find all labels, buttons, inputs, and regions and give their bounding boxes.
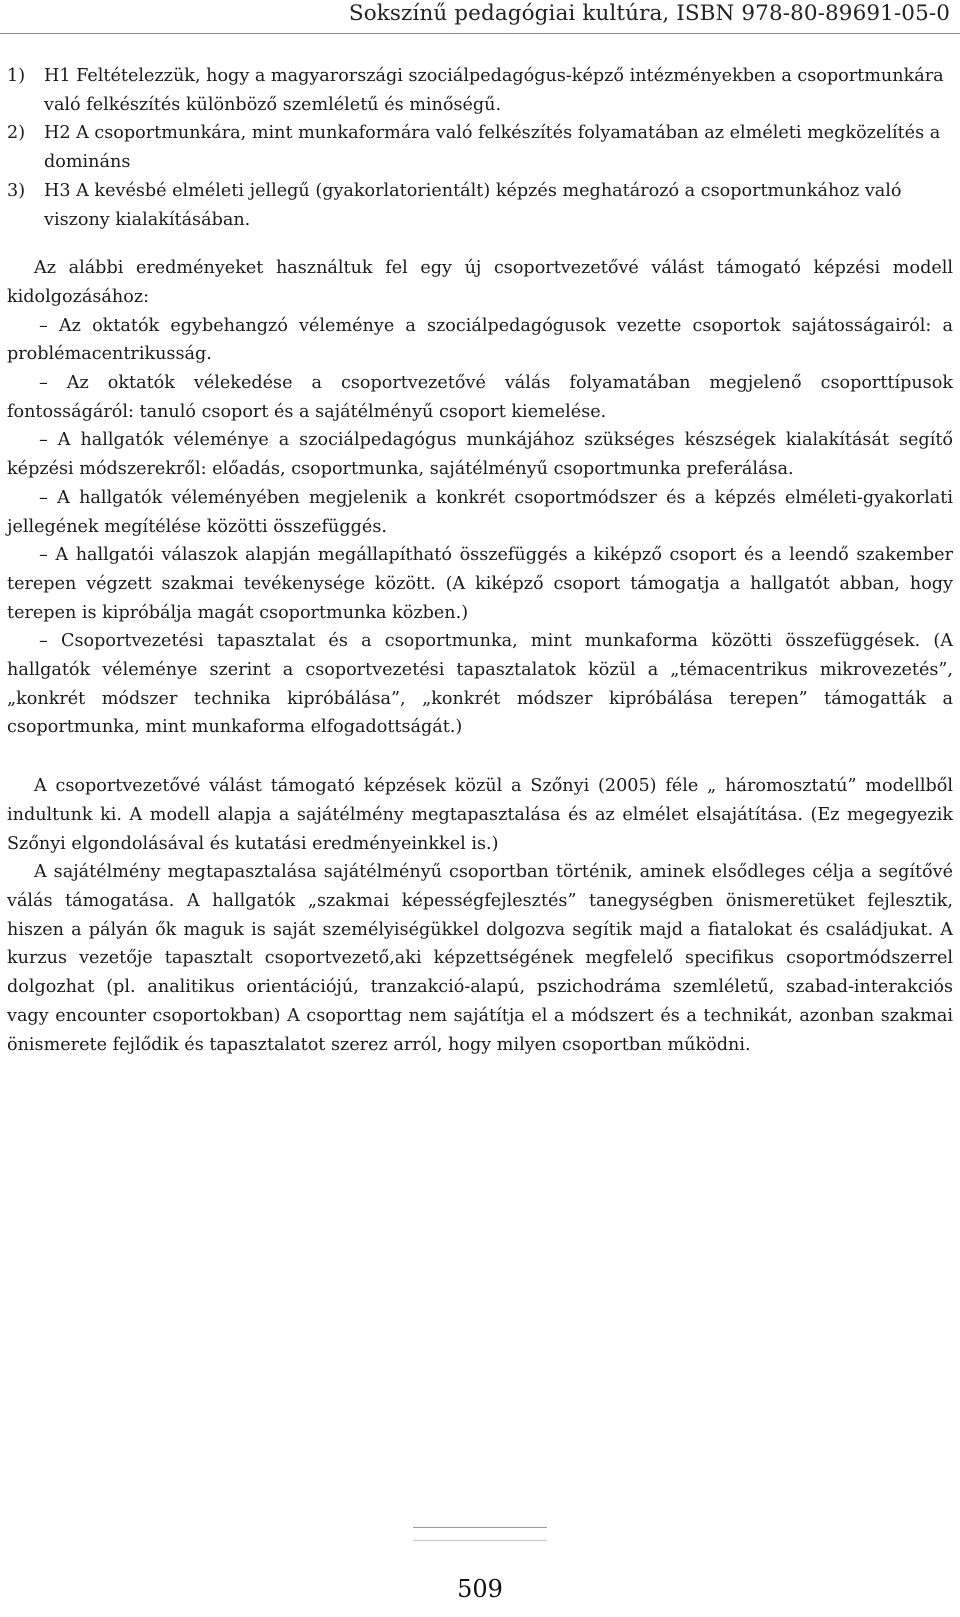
finding-item: – A hallgatók véleményében megjelenik a konkrét csoportmódszer és a képzés elméleti-gyakorlati jellegének megítélése közötti összefüggés. xyxy=(7,487,953,537)
finding-item: – Az oktatók egybehangzó véleménye a szociálpedagógusok vezette csoportok sajátosságairól: a problémacentrikusság. xyxy=(7,315,953,365)
hypothesis-number: 3) xyxy=(7,180,26,201)
page-body xyxy=(7,62,953,1059)
page-number: 509 xyxy=(457,1575,503,1603)
body-paragraph: A sajátélmény megtapasztalása sajátélményű csoportban történik, aminek elsődleges célja a segítővé válás támogatása. A hallgatók „szakmai képességfejlesztés” tanegységben önismeretüket fejlesztik, hiszen a pályán ők maguk is saját személyiségükkel dolgozva segítik majd a fiatalokat és családjukat. A kurzus vezetője tapasztalt csoportvezető,aki képzettségének megfelelő specifikus csoportmódszerrel dolgozhat (pl. analitikus orientációjú, tranzakció-alapú, pszichodráma szemléletű, szabad-interakciós vagy encounter csoportokban) A csoporttag nem sajátítja el a módszert és a technikát, azonban szakmai önismerete fejlődik és tapasztalatot szerez arról, hogy milyen csoportban működni. xyxy=(7,862,953,1055)
footer-divider xyxy=(413,1527,547,1528)
body-paragraph: A csoportvezetővé válást támogató képzések közül a Szőnyi (2005) féle „ háromosztatú” modellből indultunk ki. A modell alapja a sajátélmény megtapasztalása és az elmélet elsajátítása. (Ez megegyezik Szőnyi elgondolásával és kutatási eredményeinkkel is.) xyxy=(7,776,953,854)
intro-paragraph: Az alábbi eredményeket használtuk fel egy új csoportvezetővé válást támogató képzési modell kidolgozásához: xyxy=(7,258,953,307)
finding-item: – A hallgatói válaszok alapján megállapítható összefüggés a kiképző csoport és a leendő szakember terepen végzett szakmai tevékenysége között. (A kiképző csoport támogatja a hallgatót abban, hogy terepen is kipróbálja magát csoportmunka közben.) xyxy=(7,545,953,623)
hypothesis-item xyxy=(7,177,953,234)
hypothesis-text: H2 A csoportmunkára, mint munkaformára való felkészítés folyamatában az elméleti megközelítés a domináns xyxy=(44,123,941,173)
finding-item: – Csoportvezetési tapasztalat és a csoportmunka, mint munkaforma közötti összefüggések. (A hallgatók véleménye szerint a csoportvezetési tapasztalatok közül a „témacentrikus mikrovezetés”, „konkrét módszer technika kipróbálása”, „konkrét módszer kipróbálása terepen” támogatták a csoportmunka, mint munkaforma elfogadottságát.) xyxy=(7,631,953,738)
hypothesis-text: H1 Feltételezzük, hogy a magyarországi szociálpedagógus-képző intézményekben a csoportmunkára való felkészítés különböző szemléletű és minőségű. xyxy=(44,66,944,115)
hypothesis-item xyxy=(7,62,953,119)
hypothesis-text: H3 A kevésbé elméleti jellegű (gyakorlatorientált) képzés meghatározó a csoportmunkához való viszony kialakításában. xyxy=(44,180,902,230)
finding-item: – Az oktatók vélekedése a csoportvezetővé válás folyamatában megjelenő csoporttípusok fontosságáról: tanuló csoport és a sajátélményű csoport kiemelése. xyxy=(7,373,953,422)
hypothesis-item xyxy=(7,119,953,176)
finding-item: – A hallgatók véleménye a szociálpedagógus munkájához szükséges készségek kialakítását segítő képzési módszerekről: előadás, csoportmunka, sajátélményű csoportmunka preferálása. xyxy=(7,430,953,480)
hypothesis-number: 2) xyxy=(7,123,26,144)
running-header xyxy=(0,0,960,34)
hypothesis-number: 1) xyxy=(7,66,26,86)
header-text: Sokszínű pedagógiai kultúra, ISBN 978-80-89691-05-0 xyxy=(348,1,950,26)
footer-divider xyxy=(413,1540,547,1541)
